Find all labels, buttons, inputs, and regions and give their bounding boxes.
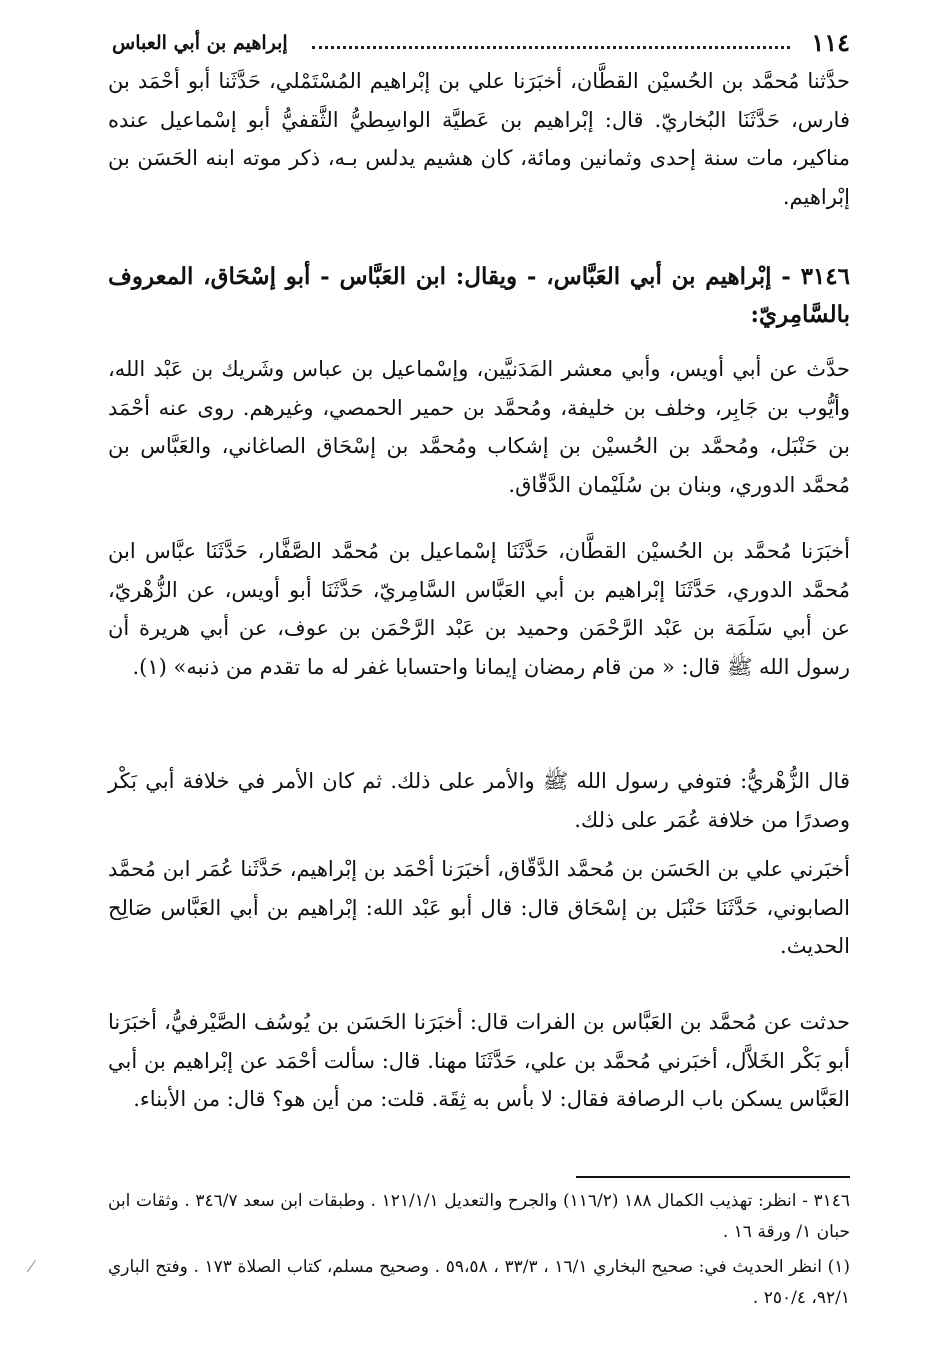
paragraph-prior-entry-end: حدَّثنا مُحمَّد بن الحُسيْن القطَّان، أخبَرَنا علي بن إبْراهيم المُسْتَمْلي، حَدَّثَنا أبو أحْمَد بن فارس، حَدَّثَنَا البُخاريّ. قال: إبْراهيم بن عَطيَّة الواسِطيُّ الثَّقفيُّ أبو إسْماعيل عنده مناكير، مات سنة إحدى وثمانين ومائة، كان هشيم يدلس بـه، ذكر موته ابنه الحَسَن بن إبْراهيم. <box>108 69 850 209</box>
page-header <box>112 28 850 62</box>
scan-mark <box>27 1260 44 1278</box>
footnote-hadith-sources: (١) انظر الحديث في: صحيح البخاري ١٦/١ ، ٣٣/٣ ، ٥٩،٥٨ . وصحيح مسلم، كتاب الصلاة ١٧٣ . وفتح الباري ٩٢/١، ٢٥٠/٤ . <box>108 1257 851 1308</box>
paragraph-hadith: أخبَرَنا مُحمَّد بن الحُسيْن القطَّان، حَدَّثَنَا إسْماعيل بن مُحمَّد الصَّفَّار، حَدَّثَنَا عبَّاس ابن مُحمَّد الدوري، حَدَّثَنَا إبْراهيم بن أبي العَبَّاس السَّامِريّ، حَدَّثَنَا أبو أويس، عن الزُّهْريّ، عن أبي سَلَمَة بن عَبْد الرَّحْمَن وحميد بن عَبْد الرَّحْمَن بن عوف، عن أبي هريرة أن رسول الله ﷺ قال: « من قام رمضان إيمانا واحتسابا غفر له ما تقدم من ذنبه» (١). <box>108 539 850 679</box>
page-number: ١١٤ <box>811 28 850 57</box>
paragraph-zuhri: قال الزُّهْريُّ: فتوفي رسول الله ﷺ والأمر على ذلك. ثم كان الأمر في خلافة أبي بَكْر وصدرًا من خلافة عُمَر على ذلك. <box>108 769 850 832</box>
header-dotted-leader <box>312 46 790 49</box>
footnote-separator <box>576 1176 850 1178</box>
paragraph-muhanna: حدثت عن مُحمَّد بن العَبَّاس بن الفرات قال: أخبَرَنا الحَسَن بن يُوسُف الصَّيْرفيُّ، أخبَرَنا أبو بَكْر الخَلاَّل، أخبَرني مُحمَّد بن علي، حَدَّثَنَا مهنا. قال: سألت أحْمَد عن إبْراهيم بن أبي العَبَّاس يسكن باب الرصافة فقال: لا بأس به ثِقَة. قلت: من أين هو؟ قال: من الأبناء. <box>108 1010 850 1111</box>
paragraph-narrators: حدَّث عن أبي أويس، وأبي معشر المَدَنيَّين، وإسْماعيل بن عباس وشَريك بن عَبْد الله، وأيُّوب بن جَابِر، وخلف بن خليفة، ومُحمَّد بن حمير الحمصي، وغيرهم. روى عنه أحْمَد بن حَنْبَل، ومُحمَّد بن الحُسيْن بن إشكاب ومُحمَّد بن إسْحَاق الصاغاني، والعَبَّاس بن مُحمَّد الدوري، وبنان بن سُلَيْمان الدَّقّاق. <box>108 357 850 497</box>
running-title: إبراهيم بن أبي العباس <box>112 32 288 54</box>
paragraph-ahmad-opinion: أخبَرني علي بن الحَسَن بن مُحمَّد الدَّقّاق، أخبَرَنا أحْمَد بن إبْراهيم، حَدَّثَنا عُمَر ابن مُحمَّد الصابوني، حَدَّثَنَا حَنْبَل بن إسْحَاق قال: قال أبو عَبْد الله: إبْراهيم بن أبي العَبَّاس صَالِح الحديث. <box>108 857 850 958</box>
footnote-entry-sources: ٣١٤٦ - انظر: تهذيب الكمال ١٨٨ (١١٦/٢) والجرح والتعديل ١٢١/١/١ . وطبقات ابن سعد ٣٤٦/٧ . وثقات ابن حبان ١/ ورقة ١٦ . <box>108 1191 850 1242</box>
entry-heading: ٣١٤٦ - إبْراهيم بن أبي العَبَّاس، - ويقال: ابن العَبَّاس - أبو إسْحَاق، المعروف بالسَّامِريّ: <box>108 263 850 328</box>
